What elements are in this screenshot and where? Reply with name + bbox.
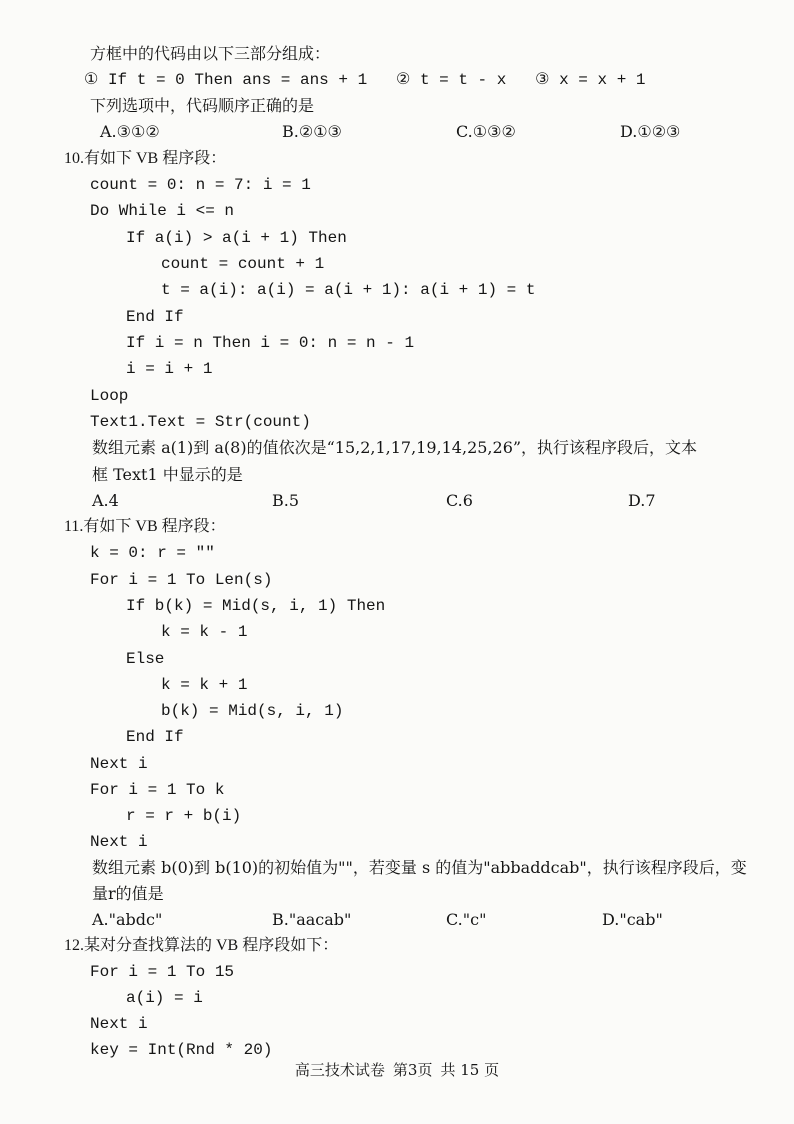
- q11-description-cont: 量r的值是: [92, 884, 164, 903]
- q9-option-c: C.①③②: [456, 122, 516, 141]
- q12-header: 12.某对分查找算法的 VB 程序段如下：: [64, 937, 339, 954]
- q9-option-b: B.②①③: [282, 122, 342, 141]
- q10-option-a: A.4: [92, 491, 119, 510]
- q10-header: 10.有如下 VB 程序段：: [64, 150, 227, 167]
- q11-code-line: Next i: [90, 833, 148, 851]
- q10-code-line: Text1.Text = Str(count): [90, 413, 311, 431]
- q12-code-line: Next i: [90, 1015, 148, 1033]
- q11-header: 11.有如下 VB 程序段：: [64, 518, 226, 535]
- q10-option-b: B.5: [272, 491, 300, 510]
- q11-option-b: B."aacab": [272, 910, 352, 929]
- q11-code-line: Else: [126, 650, 165, 668]
- q11-code-line: Next i: [90, 755, 148, 773]
- q11-code-line: k = k - 1: [161, 623, 248, 641]
- q10-code-line: Do While i <= n: [90, 202, 235, 220]
- q10-description: 数组元素 a(1)到 a(8)的值依次是“15,2,1,17,19,14,25,26”，执行该程序段后，文本: [92, 438, 698, 457]
- q11-code-line: r = r + b(i): [126, 807, 242, 825]
- q10-code-line: t = a(i): a(i) = a(i + 1): a(i + 1) = t: [161, 281, 536, 299]
- q10-code-line: i = i + 1: [126, 360, 213, 378]
- q11-code-line: k = 0: r = "": [90, 544, 215, 562]
- q11-code-line: k = k + 1: [161, 676, 248, 694]
- q12-code-line: key = Int(Rnd * 20): [90, 1041, 273, 1059]
- q12-code-line: a(i) = i: [126, 989, 203, 1007]
- q10-description-cont: 框 Text1 中显示的是: [92, 465, 243, 484]
- q9-parts: ① If t = 0 Then ans = ans + 1 ② t = t - x ③ x = x + 1: [84, 71, 646, 89]
- q11-code-line: End If: [126, 728, 184, 746]
- q11-option-c: C."c": [446, 910, 487, 929]
- q10-code-line: Loop: [90, 387, 129, 405]
- footer-total-pages: 共 15 页: [440, 1061, 500, 1079]
- q9-prompt: 下列选项中，代码顺序正确的是: [90, 96, 315, 115]
- q11-code-line: For i = 1 To Len(s): [90, 571, 273, 589]
- q11-code-line: For i = 1 To k: [90, 781, 225, 799]
- q10-code-line: count = count + 1: [161, 255, 325, 273]
- q11-option-d: D."cab": [602, 910, 663, 929]
- q10-option-d: D.7: [628, 491, 656, 510]
- q10-code-line: End If: [126, 308, 184, 326]
- footer-title: 高三技术试卷: [294, 1061, 385, 1079]
- q11-code-line: If b(k) = Mid(s, i, 1) Then: [126, 597, 386, 615]
- q9-option-d: D.①②③: [620, 122, 681, 141]
- q10-option-c: C.6: [446, 491, 473, 510]
- q10-code-line: If i = n Then i = 0: n = n - 1: [126, 334, 415, 352]
- footer-page-number: 第3页: [392, 1061, 433, 1079]
- q11-code-line: b(k) = Mid(s, i, 1): [161, 702, 344, 720]
- page-footer: [0, 1060, 794, 1080]
- q12-code-line: For i = 1 To 15: [90, 963, 235, 981]
- q9-intro: 方框中的代码由以下三部分组成：: [90, 44, 331, 63]
- q10-code-line: count = 0: n = 7: i = 1: [90, 176, 311, 194]
- q9-option-a: A.③①②: [100, 122, 160, 141]
- q11-description: 数组元素 b(0)到 b(10)的初始值为""，若变量 s 的值为"abbaddcab"，执行该程序段后，变: [92, 858, 747, 877]
- q11-option-a: A."abdc": [92, 910, 163, 929]
- q10-code-line: If a(i) > a(i + 1) Then: [126, 229, 347, 247]
